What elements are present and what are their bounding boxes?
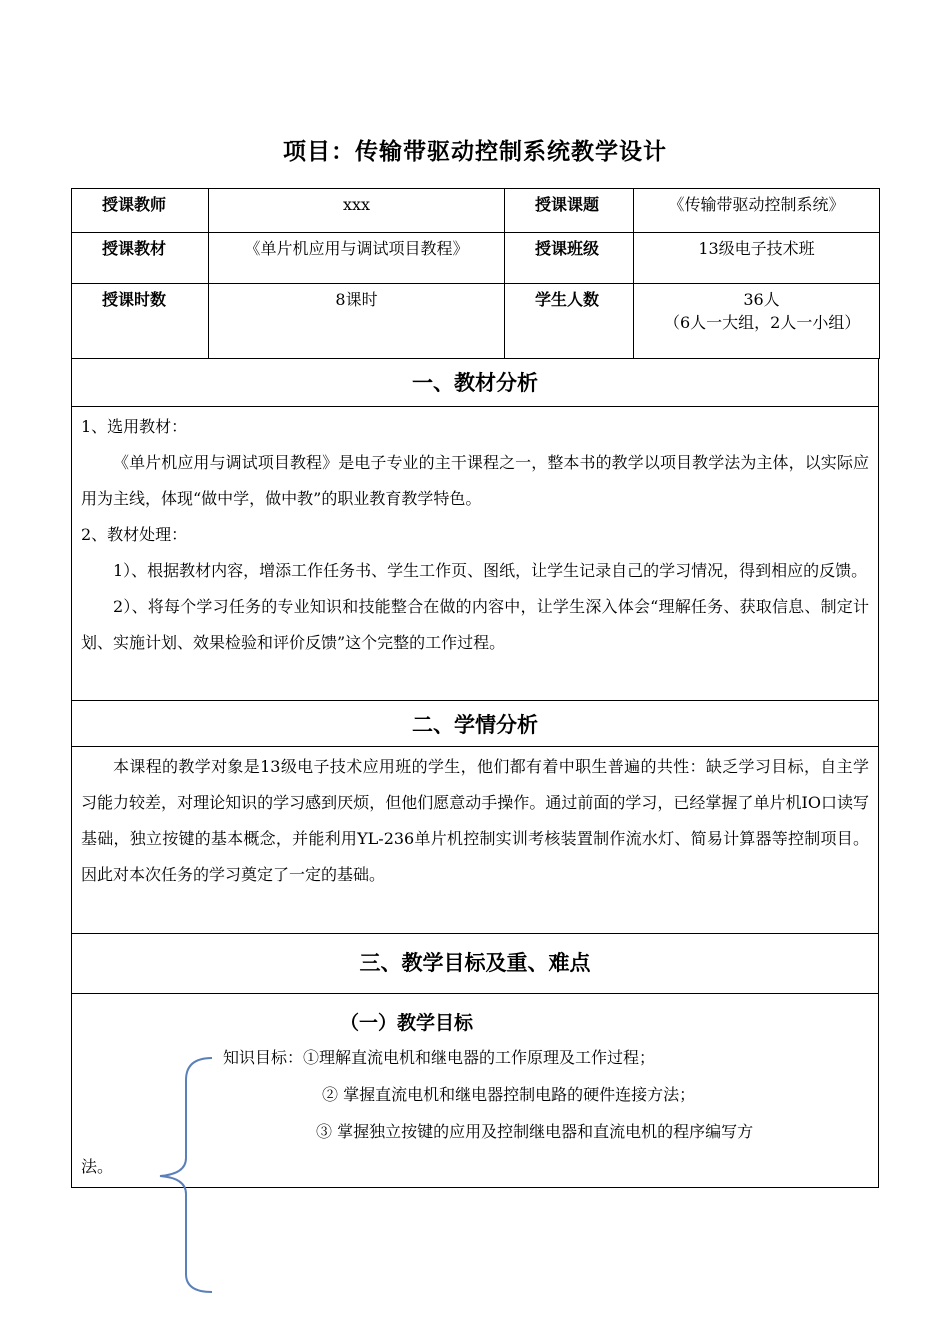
class-value: 13级电子技术班 [634,233,880,284]
topic-value: 《传输带驱动控制系统》 [634,189,880,233]
textbook-label: 授课教材 [72,233,209,284]
section2-header-box [71,701,879,747]
document-body [71,188,879,1188]
section1-heading: 一、教材分析 [412,371,538,395]
hours-value: 8课时 [209,284,505,359]
section1-p1: 1、选用教材： [81,417,188,436]
knowledge-line-1: 知识目标：①理解直流电机和继电器的工作原理及工作过程； [223,1048,656,1067]
section3-header-box [71,934,879,994]
section1-content [71,407,879,701]
students-value: 36人 [743,290,780,309]
students-cell [634,284,880,359]
section2-heading: 二、学情分析 [412,713,538,737]
objectives-heading: （一）教学目标 [340,1012,474,1034]
knowledge-line-2: ② 掌握直流电机和继电器控制电路的硬件连接方法； [322,1085,696,1104]
curly-brace [150,1050,240,1310]
section3-heading: 三、教学目标及重、难点 [359,951,591,975]
textbook-value: 《单片机应用与调试项目教程》 [209,233,505,284]
document-title: 项目：传输带驱动控制系统教学设计 [283,139,667,165]
info-table [71,188,880,359]
knowledge-line-3-cont: 法。 [81,1157,114,1176]
section1-header-box [71,359,879,407]
section2-p1: 本课程的教学对象是13级电子技术应用班的学生，他们都有着中职生普遍的共性：缺乏学习目标，自主学习能力较差，对理论知识的学习感到厌烦，但他们愿意动手操作。通过前面的学习，已经掌握了单片机IO口读写基础，独立按键的基本概念，并能利用YL-236单片机控制实训考核装置制作流水灯、简易计算器等控制项目。因此对本次任务的学习奠定了一定的基础。 [81,757,869,884]
info-row [72,233,880,284]
info-row [72,284,880,359]
section1-p2: 《单片机应用与调试项目教程》是电子专业的主干课程之一，整本书的教学以项目教学法为主体，以实际应用为主线，体现“做中学，做中教”的职业教育教学特色。 [81,453,869,508]
topic-label: 授课课题 [505,189,634,233]
class-label: 授课班级 [505,233,634,284]
students-note: （6人一大组，2人一小组） [664,313,861,332]
info-row [72,189,880,233]
section1-p5: 2）、将每个学习任务的专业知识和技能整合在做的内容中，让学生深入体会“理解任务、获取信息、制定计划、实施计划、效果检验和评价反馈”这个完整的工作过程。 [81,597,869,652]
students-label: 学生人数 [505,284,634,359]
teacher-value: xxx [209,189,505,233]
knowledge-line-3: ③ 掌握独立按键的应用及控制继电器和直流电机的程序编写方 [316,1122,754,1141]
teacher-label: 授课教师 [72,189,209,233]
section1-p4: 1）、根据教材内容，增添工作任务书、学生工作页、图纸，让学生记录自己的学习情况，得到相应的反馈。 [113,561,868,580]
section2-content [71,747,879,934]
hours-label: 授课时数 [72,284,209,359]
section1-p3: 2、教材处理： [81,525,188,544]
